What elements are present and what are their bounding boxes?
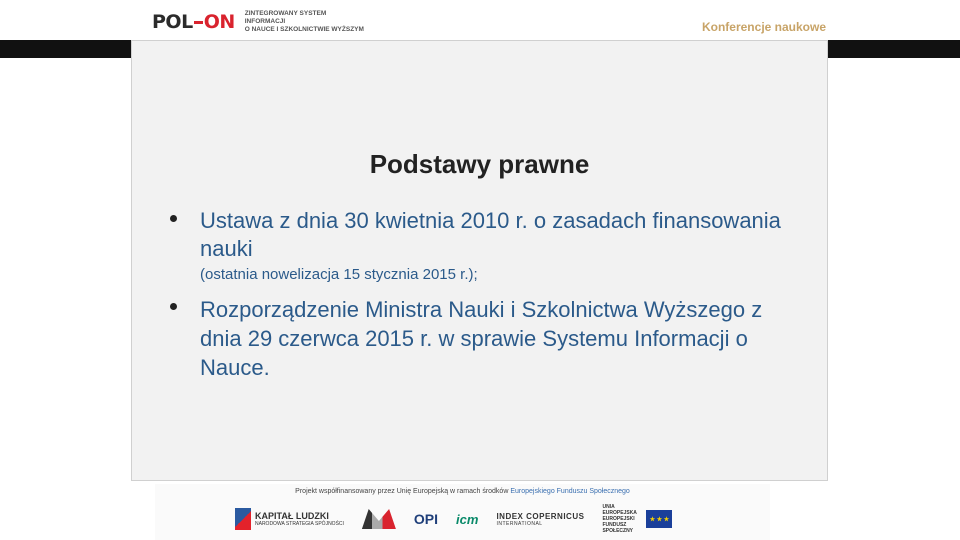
ministry-icon <box>362 509 396 529</box>
bullet-dot-icon <box>170 303 177 310</box>
polon-logo-mark: POL ON <box>152 11 235 33</box>
bullet-list <box>168 207 808 382</box>
partner-logos <box>235 504 672 534</box>
slide-title: Podstawy prawne <box>369 149 590 179</box>
kapital-ludzki-logo: KAPITAŁ LUDZKI NARODOWA STRATEGIA SPÓJNOŚCI <box>235 508 344 530</box>
footer-logos-bar <box>155 484 770 540</box>
eu-flag-icon: ★ ★ ★ <box>646 510 672 528</box>
bullet-item <box>168 207 808 287</box>
page-header <box>0 0 960 40</box>
section-title: Konferencje naukowe <box>701 20 826 34</box>
cofinance-note: Projekt współfinansowany przez Unię Europejską w ramach środków Europejskiego Funduszu Społecznego <box>295 488 630 495</box>
logo-dash-icon <box>194 21 203 24</box>
kapital-ludzki-icon <box>235 508 251 530</box>
eu-logo: UNIA EUROPEJSKA EUROPEJSKI FUNDUSZ SPOŁECZNY ★ ★ ★ <box>602 504 672 534</box>
polon-logo-subtitle: ZINTEGROWANY SYSTEM INFORMACJI O NAUCE I SZKOLNICTWIE WYŻSZYM <box>244 10 364 33</box>
opi-logo: OPI <box>413 511 439 527</box>
slide-content <box>131 40 828 481</box>
polon-logo[interactable] <box>152 10 365 34</box>
bullet-dot-icon <box>170 215 177 222</box>
index-copernicus-logo: INDEX COPERNICUS INTERNATIONAL <box>496 511 585 527</box>
bullet-text: Ustawa z dnia 30 kwietnia 2010 r. o zasadach finansowania nauki <box>200 208 781 261</box>
bullet-text: Rozporządzenie Ministra Nauki i Szkolnictwa Wyższego z dnia 29 czerwca 2015 r. w sprawie Systemu Informacji o Nauce. <box>200 297 763 380</box>
ministry-logo <box>362 509 396 529</box>
bullet-item <box>168 295 808 382</box>
icm-logo: icm <box>456 511 479 527</box>
bullet-subtext: (ostatnia nowelizacja 15 stycznia 2015 r.); <box>200 266 478 283</box>
